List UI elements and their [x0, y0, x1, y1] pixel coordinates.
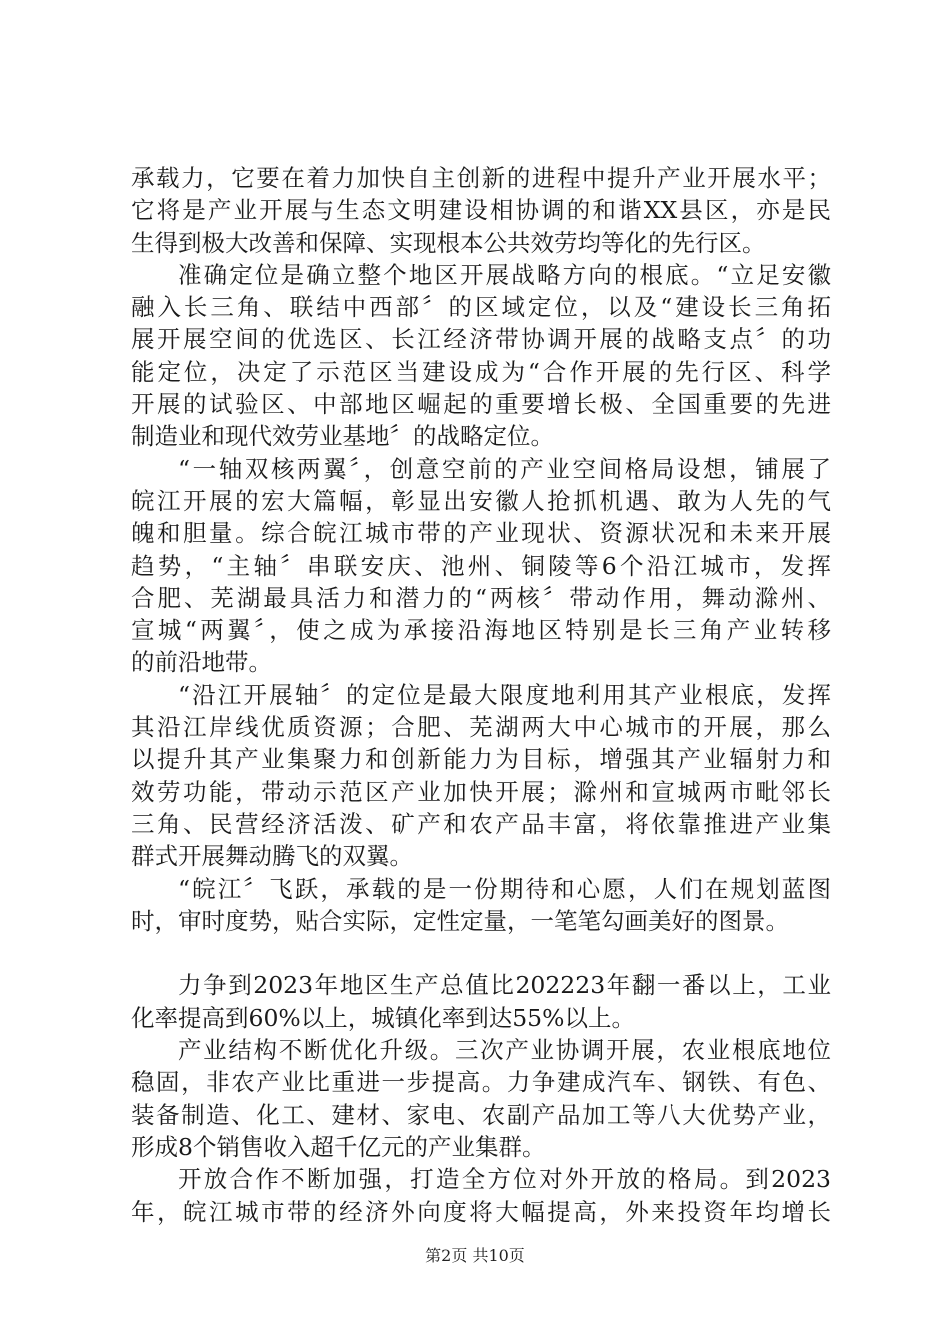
text-line: 时，审时度势，贴合实际，定性定量，一笔笔勾画美好的图景。	[131, 906, 789, 935]
text-line: 其沿江岸线优质资源；合肥、芜湖两大中心城市的开展，那么	[131, 713, 831, 742]
text-line: 年，皖江城市带的经济外向度将大幅提高，外来投资年均增长	[131, 1197, 831, 1226]
text-line: 它将是产业开展与生态文明建设相协调的和谐XX县区，亦是民	[131, 196, 831, 225]
text-line: 展开展空间的优选区、长江经济带协调开展的战略支点〞的功	[131, 325, 831, 354]
text-line: 群式开展舞动腾飞的双翼。	[131, 842, 413, 871]
text-line: 化率提高到60%以上，城镇化率到达55%以上。	[131, 1003, 635, 1032]
text-line: “沿江开展轴〞的定位是最大限度地利用其产业根底，发挥	[178, 680, 831, 709]
text-line: 形成8个销售收入超千亿元的产业集群。	[131, 1132, 546, 1161]
text-line: 皖江开展的宏大篇幅，彰显出安徽人抢抓机遇、敢为人先的气	[131, 486, 831, 515]
text-line: 融入长三角、联结中西部〞的区域定位，以及“建设长三角拓	[131, 293, 831, 322]
text-line: 稳固，非农产业比重进一步提高。力争建成汽车、钢铁、有色、	[131, 1068, 831, 1097]
text-line: “皖江〞飞跃，承载的是一份期待和心愿，人们在规划蓝图	[178, 874, 831, 903]
page-footer: 第2页 共10页	[425, 1246, 525, 1265]
document-body	[131, 162, 831, 1228]
text-line: 生得到极大改善和保障、实现根本公共效劳均等化的先行区。	[131, 228, 766, 257]
text-line: 合肥、芜湖最具活力和潜力的“两核〞带动作用，舞动滁州、	[131, 583, 831, 612]
text-line: 能定位，决定了示范区当建设成为“合作开展的先行区、科学	[131, 357, 831, 386]
text-line: 效劳功能，带动示范区产业加快开展；滁州和宣城两市毗邻长	[131, 777, 831, 806]
text-line: 开展的试验区、中部地区崛起的重要增长极、全国重要的先进	[131, 390, 831, 419]
text-line: “一轴双核两翼〞，创意空前的产业空间格局设想，铺展了	[178, 454, 831, 483]
text-line: 以提升其产业集聚力和创新能力为目标，增强其产业辐射力和	[131, 745, 831, 774]
text-line: 装备制造、化工、建材、家电、农副产品加工等八大优势产业，	[131, 1100, 831, 1129]
text-line: 宣城“两翼〞，使之成为承接沿海地区特别是长三角产业转移	[131, 616, 831, 645]
text-line: 魄和胆量。综合皖江城市带的产业现状、资源状况和未来开展	[131, 519, 831, 548]
text-line: 准确定位是确立整个地区开展战略方向的根底。“立足安徽	[178, 260, 831, 289]
text-line: 力争到2023年地区生产总值比202223年翻一番以上，工业	[178, 971, 831, 1000]
paragraph-gap	[131, 937, 831, 969]
text-line: 的前沿地带。	[131, 648, 272, 677]
text-line: 趋势，“主轴〞串联安庆、池州、铜陵等6个沿江城市，发挥	[131, 551, 831, 580]
text-line: 三角、民营经济活泼、矿产和农产品丰富，将依靠推进产业集	[131, 809, 831, 838]
text-line: 承载力，它要在着力加快自主创新的进程中提升产业开展水平；	[131, 164, 831, 192]
text-line: 开放合作不断加强，打造全方位对外开放的格局。到2023	[178, 1165, 831, 1194]
text-line: 产业结构不断优化升级。三次产业协调开展，农业根底地位	[178, 1036, 831, 1065]
text-line: 制造业和现代效劳业基地〞的战略定位。	[131, 422, 554, 451]
